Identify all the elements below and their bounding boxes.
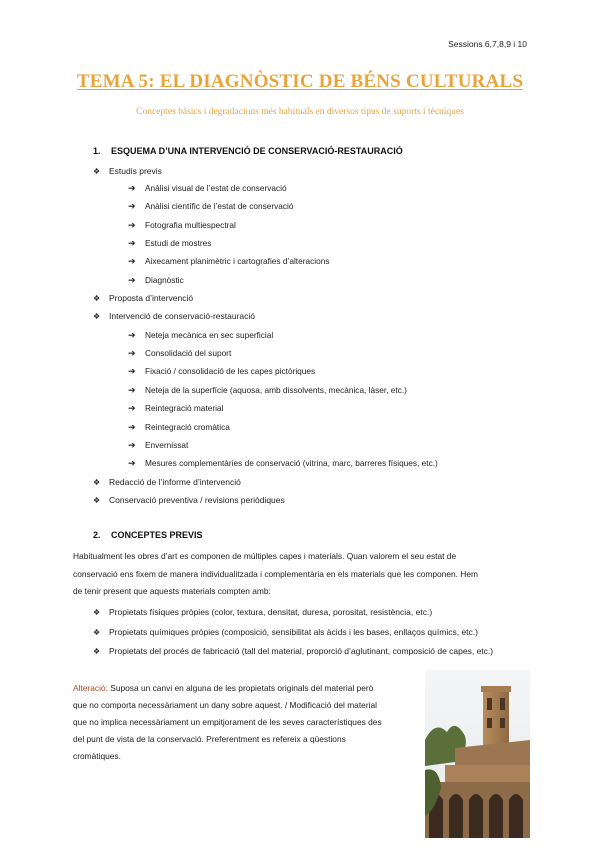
right-arrow-icon: ➔	[128, 238, 136, 248]
right-arrow-icon: ➔	[128, 256, 136, 266]
term-label: Alteració:	[73, 683, 108, 693]
section-number: 2.	[93, 530, 101, 540]
sub-list-item	[128, 256, 329, 267]
list-item	[93, 627, 478, 637]
sub-list-item-label: Diagnòstic	[145, 275, 184, 285]
paragraph-line: de tenir present que aquests materials compten amb:	[73, 586, 271, 596]
right-arrow-icon: ➔	[128, 403, 136, 413]
right-arrow-icon: ➔	[128, 458, 136, 468]
sub-list-item-label: Aixecament planimètric i cartografies d’alteracions	[145, 256, 330, 266]
sub-list-item-label: Consolidació del suport	[145, 348, 232, 358]
diamond-bullet-icon: ❖	[93, 496, 101, 505]
sessions-label: Sessions 6,7,8,9 i 10	[448, 39, 527, 49]
sub-list-item-label: Reintegració cromàtica	[145, 422, 230, 432]
sub-list-item	[128, 238, 211, 249]
sub-list-item-label: Mesures complementàries de conservació (vitrina, marc, barreres físiques, etc.)	[145, 458, 438, 468]
sub-list-item-label: Neteja de la superfície (aquosa, amb dissolvents, mecànica, làser, etc.)	[145, 385, 407, 395]
sub-list-item-label: Envernissat	[145, 440, 189, 450]
list-item	[93, 166, 162, 176]
sub-list-item	[128, 422, 230, 433]
right-arrow-icon: ➔	[128, 183, 136, 193]
list-item-label: Propietats del procés de fabricació (tall del material, proporció d’aglutinant, composició de capes, etc.)	[109, 646, 494, 656]
right-arrow-icon: ➔	[128, 422, 136, 432]
paragraph-line: que no implica necessàriament un empitjorament de les seves característiques des	[73, 717, 382, 727]
diamond-bullet-icon: ❖	[93, 478, 101, 487]
section-title: CONCEPTES PREVIS	[111, 530, 203, 540]
list-item	[93, 311, 255, 321]
list-item-label: Redacció de l’informe d’intervenció	[109, 477, 241, 487]
diamond-bullet-icon: ❖	[93, 312, 101, 321]
list-item-label: Conservació preventiva / revisions periòdiques	[109, 495, 285, 505]
list-item-label: Propietats químiques pròpies (composició, sensibilitat als àcids i les bases, enllaços químics, etc.)	[109, 627, 478, 637]
cloister-photo	[425, 670, 530, 838]
sub-list-item	[128, 275, 184, 286]
list-item-label: Intervenció de conservació-restauració	[109, 311, 255, 321]
sub-list-item	[128, 458, 438, 469]
list-item	[93, 646, 493, 656]
list-item-label: Propietats físiques pròpies (color, textura, densitat, duresa, porositat, resistència, etc.)	[109, 607, 433, 617]
right-arrow-icon: ➔	[128, 201, 136, 211]
right-arrow-icon: ➔	[128, 440, 136, 450]
diamond-bullet-icon: ❖	[93, 608, 101, 617]
sub-list-item	[128, 440, 188, 451]
list-item	[93, 607, 432, 617]
sub-list-item	[128, 366, 315, 377]
sub-list-item	[128, 330, 273, 341]
paragraph-line: conservació ens fixem de manera individualitzada i complementària en els materials que les componen. Hem	[73, 568, 478, 579]
right-arrow-icon: ➔	[128, 366, 136, 376]
diamond-bullet-icon: ❖	[93, 628, 101, 637]
diamond-bullet-icon: ❖	[93, 647, 101, 656]
right-arrow-icon: ➔	[128, 348, 136, 358]
sub-list-item	[128, 183, 287, 194]
right-arrow-icon: ➔	[128, 220, 136, 230]
sub-list-item	[128, 348, 231, 359]
sub-list-item-label: Fotografia multiespectral	[145, 220, 236, 230]
sub-list-item-label: Reintegració material	[145, 403, 224, 413]
page-subtitle: Conceptes bàsics i degradacions més habituals en diversos tipus de suports i tècniques	[136, 107, 464, 117]
sub-list-item-label: Anàlisi científic de l’estat de conservació	[145, 201, 294, 211]
right-arrow-icon: ➔	[128, 275, 136, 285]
list-item-label: Estudis previs	[109, 166, 162, 176]
section-2-heading	[93, 530, 203, 540]
diamond-bullet-icon: ❖	[93, 167, 101, 176]
diamond-bullet-icon: ❖	[93, 294, 101, 303]
alteration-paragraph	[73, 680, 418, 765]
right-arrow-icon: ➔	[128, 385, 136, 395]
paragraph-line: Habitualment les obres d’art es componen de múltiples capes i materials. Quan valorem el seu estat de	[73, 551, 457, 561]
sub-list-item	[128, 201, 294, 212]
intro-paragraph	[73, 548, 529, 601]
sub-list-item	[128, 385, 407, 396]
paragraph-line: que no comporta necessàriament un dany sobre aquest. / Modificació del material	[73, 700, 377, 710]
section-title: ESQUEMA D’UNA INTERVENCIÓ DE CONSERVACIÓ-RESTAURACIÓ	[111, 146, 403, 156]
sub-list-item-label: Neteja mecànica en sec superficial	[145, 330, 274, 340]
sub-list-item-label: Estudi de mostres	[145, 238, 212, 248]
list-item-label: Proposta d’intervenció	[109, 293, 194, 303]
sub-list-item	[128, 403, 223, 414]
list-item	[93, 495, 285, 505]
paragraph-line: cromàtiques.	[73, 751, 121, 761]
sub-list-item-label: Anàlisi visual de l’estat de conservació	[145, 183, 287, 193]
sub-list-item-label: Fixació / consolidació de les capes pictòriques	[145, 366, 316, 376]
page-title: TEMA 5: EL DIAGNÒSTIC DE BÉNS CULTURALS	[76, 71, 524, 92]
section-number: 1.	[93, 146, 101, 156]
right-arrow-icon: ➔	[128, 330, 136, 340]
section-1-heading	[93, 146, 403, 156]
list-item	[93, 477, 241, 487]
paragraph-line: del punt de vista de la conservació. Preferentment es refereix a qüestions	[73, 734, 346, 744]
list-item	[93, 293, 193, 303]
paragraph-line	[73, 680, 418, 697]
sub-list-item	[128, 220, 236, 231]
paragraph-text: Suposa un canvi en alguna de les propietats originals del material però	[107, 683, 374, 693]
